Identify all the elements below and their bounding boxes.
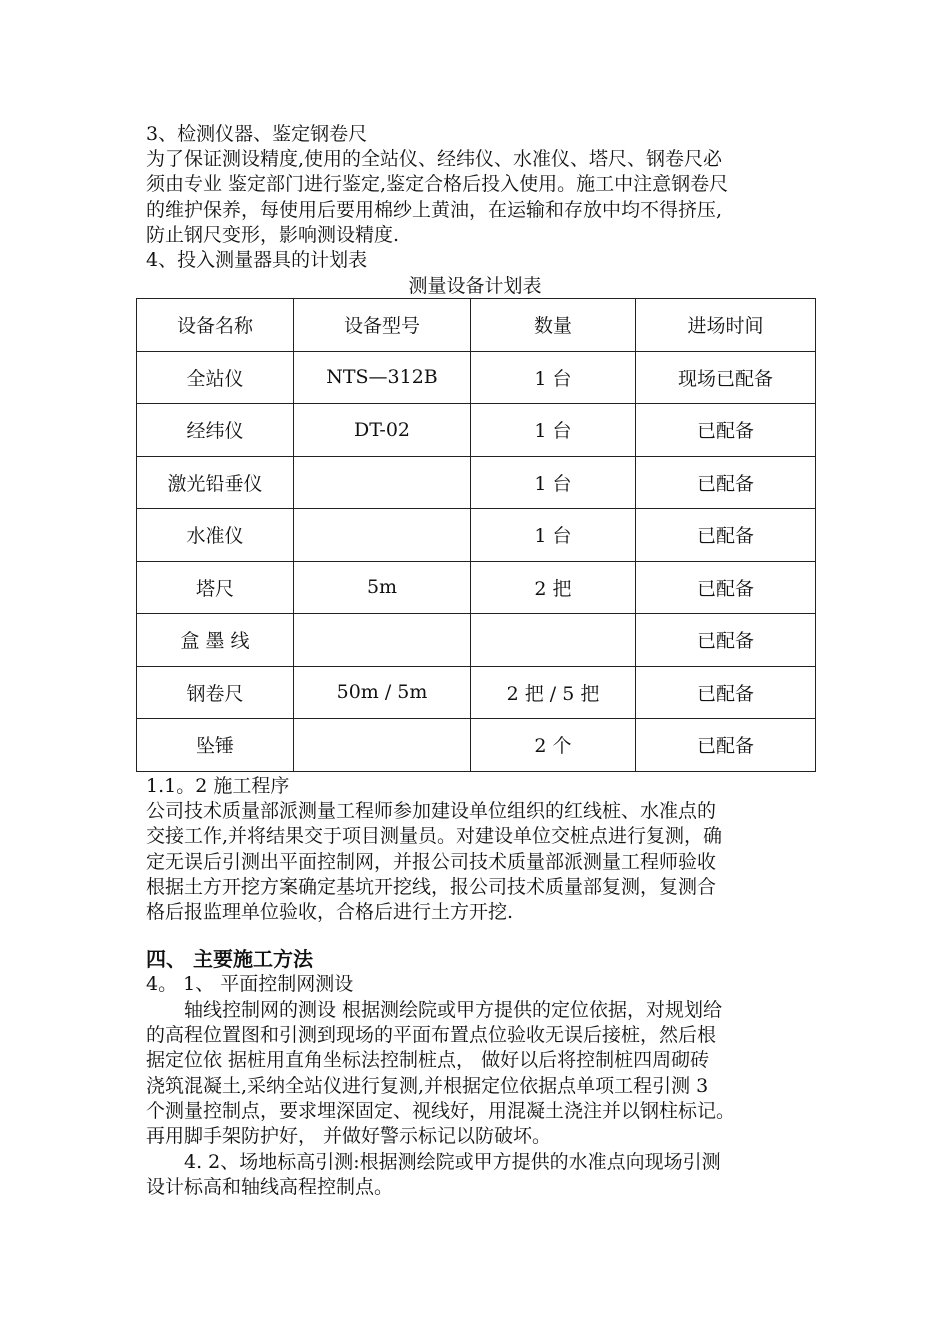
section-4-title: 4、投入测量器具的计划表 xyxy=(146,249,368,271)
control-network-para-line: 的高程位置图和引测到现场的平面布置点位验收无误后接桩，然后根 xyxy=(146,1024,717,1046)
control-network-para-line: 再用脚手架防护好， 并做好警示标记以防破坏。 xyxy=(146,1125,552,1147)
cell-quantity: 2 个 xyxy=(471,719,636,772)
header-cell: 设备名称 xyxy=(137,299,294,352)
table-row xyxy=(137,666,816,719)
table-header-row xyxy=(137,299,816,352)
table-row xyxy=(137,404,816,457)
chapter-heading: 四、 主要施工方法 xyxy=(146,947,313,971)
cell-quantity: 2 把 xyxy=(471,561,636,614)
table-row xyxy=(137,561,816,614)
cell-model xyxy=(294,614,471,667)
elevation-para-line: 设计标高和轴线高程控制点。 xyxy=(146,1176,394,1198)
cell-model xyxy=(294,719,471,772)
cell-name: 坠锤 xyxy=(137,719,294,772)
cell-model: DT-02 xyxy=(294,404,471,457)
cell-name: 经纬仪 xyxy=(137,404,294,457)
control-network-para-line: 轴线控制网的测设 根据测绘院或甲方提供的定位依据，对规划给 xyxy=(184,999,723,1021)
cell-quantity: 1 台 xyxy=(471,456,636,509)
table-row xyxy=(137,719,816,772)
cell-name: 塔尺 xyxy=(137,561,294,614)
header-cell: 设备型号 xyxy=(294,299,471,352)
subsection-title: 4。 1、 平面控制网测设 xyxy=(146,973,354,995)
cell-arrival: 已配备 xyxy=(636,666,816,719)
section-3-title: 3、检测仪器、鉴定钢卷尺 xyxy=(146,123,368,145)
cell-model: NTS—312B xyxy=(294,351,471,404)
cell-quantity: 1 台 xyxy=(471,509,636,562)
cell-name: 盒 墨 线 xyxy=(137,614,294,667)
cell-quantity: 1 台 xyxy=(471,351,636,404)
section-3-para-line: 的维护保养，每使用后要用棉纱上黄油，在运输和存放中均不得挤压, xyxy=(146,199,723,221)
section-3-para-line: 为了保证测设精度,使用的全站仪、经纬仪、水准仪、塔尺、钢卷尺必 xyxy=(146,148,723,170)
cell-model: 50m / 5m xyxy=(294,666,471,719)
cell-name: 钢卷尺 xyxy=(137,666,294,719)
cell-arrival: 已配备 xyxy=(636,456,816,509)
procedure-para-line: 根据土方开挖方案确定基坑开挖线，报公司技术质量部复测，复测合 xyxy=(146,876,717,898)
control-network-para-line: 个测量控制点，要求埋深固定、视线好，用混凝土浇注并以钢柱标记。 xyxy=(146,1100,736,1122)
control-network-para-line: 浇筑混凝土,采纳全站仪进行复测,并根据定位依据点单项工程引测 3 xyxy=(146,1075,709,1097)
cell-name: 激光铅垂仪 xyxy=(137,456,294,509)
cell-name: 全站仪 xyxy=(137,351,294,404)
elevation-para-line: 4. 2、场地标高引测:根据测绘院或甲方提供的水准点向现场引测 xyxy=(184,1151,721,1173)
cell-model xyxy=(294,509,471,562)
control-network-para-line: 据定位依 据桩用直角坐标法控制桩点， 做好以后将控制桩四周砌砖 xyxy=(146,1049,710,1071)
table-row xyxy=(137,351,816,404)
cell-arrival: 已配备 xyxy=(636,719,816,772)
cell-quantity: 1 台 xyxy=(471,404,636,457)
cell-arrival: 已配备 xyxy=(636,614,816,667)
procedure-para-line: 交接工作,并将结果交于项目测量员。对建设单位交桩点进行复测，确 xyxy=(146,825,723,847)
cell-model: 5m xyxy=(294,561,471,614)
cell-arrival: 已配备 xyxy=(636,561,816,614)
table-caption: 测量设备计划表 xyxy=(408,275,542,297)
procedure-para-line: 定无误后引测出平面控制网，并报公司技术质量部派测量工程师验收 xyxy=(146,851,717,873)
cell-quantity xyxy=(471,614,636,667)
cell-quantity: 2 把 / 5 把 xyxy=(471,666,636,719)
cell-model xyxy=(294,456,471,509)
header-cell: 进场时间 xyxy=(636,299,816,352)
header-cell: 数量 xyxy=(471,299,636,352)
equipment-plan-table xyxy=(136,298,816,772)
section-3-para-line: 防止钢尺变形，影响测设精度. xyxy=(146,224,400,246)
cell-arrival: 已配备 xyxy=(636,404,816,457)
procedure-para-line: 格后报监理单位验收，合格后进行土方开挖. xyxy=(146,901,514,923)
table-row xyxy=(137,614,816,667)
table-row xyxy=(137,509,816,562)
section-3-para-line: 须由专业 鉴定部门进行鉴定,鉴定合格后投入使用。施工中注意钢卷尺 xyxy=(146,173,729,195)
cell-arrival: 已配备 xyxy=(636,509,816,562)
procedure-title: 1.1。2 施工程序 xyxy=(146,775,290,797)
procedure-para-line: 公司技术质量部派测量工程师参加建设单位组织的红线桩、水准点的 xyxy=(146,800,717,822)
table-row xyxy=(137,456,816,509)
cell-name: 水准仪 xyxy=(137,509,294,562)
cell-arrival: 现场已配备 xyxy=(636,351,816,404)
